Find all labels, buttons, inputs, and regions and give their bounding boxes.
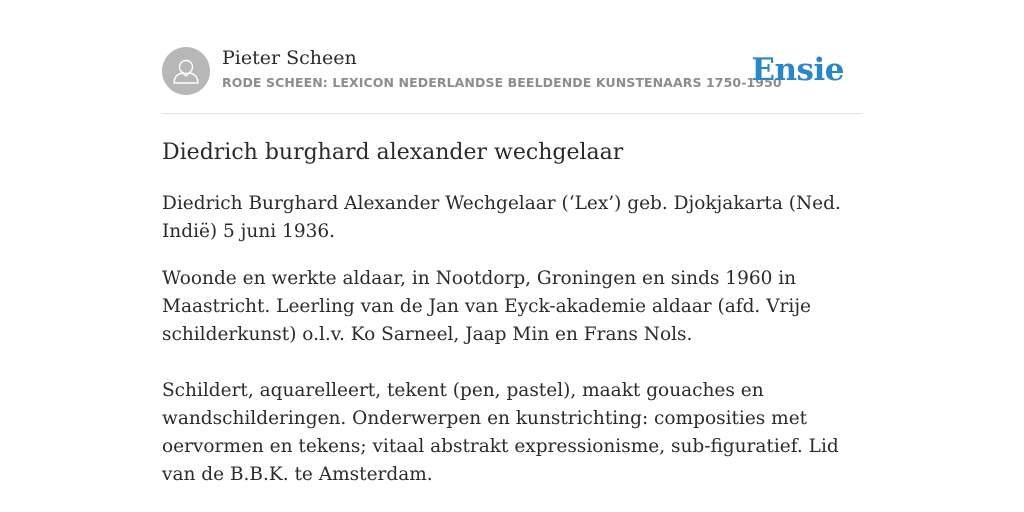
- author-name[interactable]: Pieter Scheen: [222, 47, 357, 69]
- header-divider: [162, 113, 862, 114]
- article-body: [162, 190, 862, 508]
- user-silhouette-icon: [162, 47, 210, 95]
- source-label[interactable]: RODE SCHEEN: LEXICON NEDERLANDSE BEELDENDE KUNSTENAARS 1750-1950: [222, 75, 782, 90]
- paragraph-birth: Diedrich Burghard Alexander Wechgelaar (‘Lex’) geb. Djokjakarta (Ned. Indië) 5 juni 1936.: [162, 193, 841, 242]
- article-header: [162, 46, 862, 96]
- author-avatar[interactable]: [162, 47, 210, 95]
- article-title: Diedrich burghard alexander wechgelaar: [162, 140, 624, 165]
- paragraph-career: Woonde en werkte aldaar, in Nootdorp, Groningen en sinds 1960 in Maastricht. Leerling van de Jan van Eyck-akademie aldaar (afd. Vrije schilderkunst) o.l.v. Ko Sarneel, Jaap Min en Frans Nols.: [162, 268, 811, 345]
- paragraph-work: Schildert, aquarelleert, tekent (pen, pastel), maakt gouaches en wandschilderingen. Onderwerpen en kunstrichting: composities met oervormen en tekens; vitaal abstrakt expressionisme, sub-figuratief. Lid van de B.B.K. te Amsterdam.: [162, 380, 839, 485]
- ensie-logo[interactable]: Ensie: [751, 52, 844, 88]
